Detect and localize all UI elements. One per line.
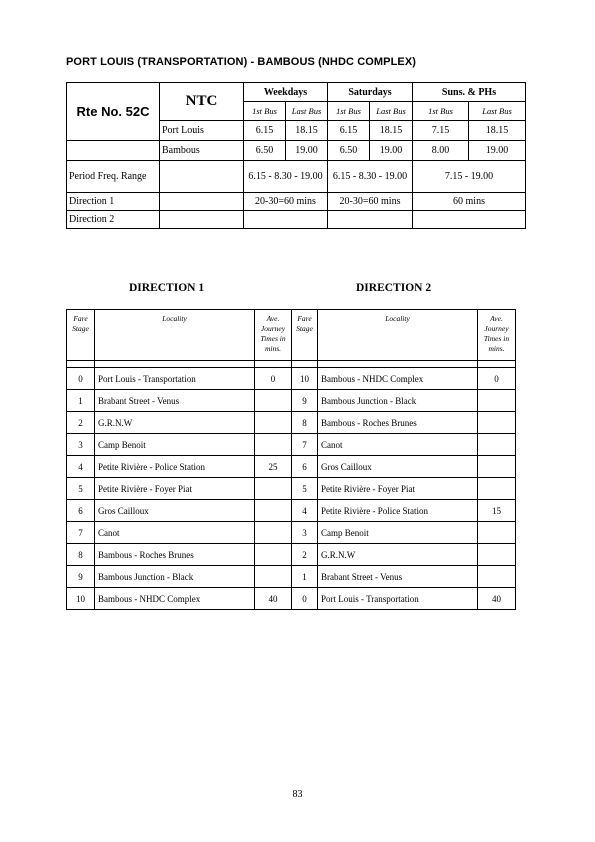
period-sundays: 7.15 - 19.00 (413, 161, 526, 193)
d2-locality: Camp Benoit (318, 522, 478, 544)
d2-locality: G.R.N.W (318, 544, 478, 566)
d1-locality: Bambous Junction - Black (95, 566, 255, 588)
locality-header: Locality (318, 310, 478, 361)
d1-locality: Bambous - NHDC Complex (95, 588, 255, 610)
d2-journey-time: 40 (478, 588, 516, 610)
locality-header: Locality (95, 310, 255, 361)
d1-journey-time (255, 566, 292, 588)
page-number: 83 (292, 789, 303, 800)
d1-fare-stage: 3 (67, 434, 95, 456)
first-bus-label: 1st Bus (413, 102, 469, 121)
period-saturdays: 6.15 - 8.30 - 19.00 (328, 161, 413, 193)
group-saturdays: Saturdays (328, 83, 413, 102)
empty-cell (160, 193, 244, 211)
fare-stage-header: Fare Stage (292, 310, 318, 361)
page-title: PORT LOUIS (TRANSPORTATION) - BAMBOUS (NHDC COMPLEX) (66, 56, 417, 68)
d1-fare-stage: 2 (67, 412, 95, 434)
first-bus-label: 1st Bus (328, 102, 370, 121)
table-row (67, 434, 516, 456)
direction1-label: Direction 1 (67, 193, 160, 211)
d2-fare-stage: 0 (292, 588, 318, 610)
table-row (67, 390, 516, 412)
table-row (67, 412, 516, 434)
empty-cell (244, 211, 328, 229)
table-row (67, 500, 516, 522)
d2-journey-time (478, 522, 516, 544)
d2-locality: Petite Rivière - Police Station (318, 500, 478, 522)
d2-locality: Canot (318, 434, 478, 456)
d1-locality: Brabant Street - Venus (95, 390, 255, 412)
d1-locality: Canot (95, 522, 255, 544)
d1-fare-stage: 7 (67, 522, 95, 544)
d1-fare-stage: 1 (67, 390, 95, 412)
place-bambous: Bambous (160, 141, 244, 161)
route-number: Rte No. 52C (67, 83, 160, 141)
empty-cell (160, 161, 244, 193)
d2-fare-stage: 10 (292, 368, 318, 390)
d2-fare-stage: 6 (292, 456, 318, 478)
time-cell: 18.15 (469, 121, 526, 141)
direction1-sundays: 60 mins (413, 193, 526, 211)
d2-locality: Bambous Junction - Black (318, 390, 478, 412)
first-bus-label: 1st Bus (244, 102, 286, 121)
direction1-weekdays: 20-30=60 mins (244, 193, 328, 211)
journey-time-header: Ave. Journey Times in mins. (478, 310, 516, 361)
direction1-heading: DIRECTION 1 (129, 282, 205, 294)
d1-fare-stage: 5 (67, 478, 95, 500)
period-weekdays: 6.15 - 8.30 - 19.00 (244, 161, 328, 193)
d1-journey-time (255, 478, 292, 500)
route-summary-table (66, 82, 526, 229)
d1-fare-stage: 9 (67, 566, 95, 588)
d1-journey-time (255, 522, 292, 544)
d2-journey-time (478, 566, 516, 588)
time-cell: 6.15 (244, 121, 286, 141)
time-cell: 7.15 (413, 121, 469, 141)
empty-cell (160, 211, 244, 229)
d1-journey-time (255, 434, 292, 456)
d2-fare-stage: 1 (292, 566, 318, 588)
d2-locality: Brabant Street - Venus (318, 566, 478, 588)
d2-journey-time (478, 434, 516, 456)
time-cell: 6.15 (328, 121, 370, 141)
d2-fare-stage: 7 (292, 434, 318, 456)
d2-locality: Bambous - NHDC Complex (318, 368, 478, 390)
direction2-label: Direction 2 (67, 211, 160, 229)
time-cell: 18.15 (286, 121, 328, 141)
table-row (67, 522, 516, 544)
last-bus-label: Last Bus (370, 102, 413, 121)
table-row (67, 588, 516, 610)
d2-fare-stage: 8 (292, 412, 318, 434)
d1-journey-time (255, 500, 292, 522)
table-row (67, 544, 516, 566)
d2-journey-time (478, 544, 516, 566)
d2-locality: Gros Cailloux (318, 456, 478, 478)
direction2-heading: DIRECTION 2 (356, 282, 432, 294)
d2-locality: Petite Rivière - Foyer Piat (318, 478, 478, 500)
direction1-saturdays: 20-30=60 mins (328, 193, 413, 211)
group-weekdays: Weekdays (244, 83, 328, 102)
d2-fare-stage: 5 (292, 478, 318, 500)
d1-locality: Petite Rivière - Foyer Piat (95, 478, 255, 500)
empty-cell (67, 141, 160, 161)
d1-locality: Petite Rivière - Police Station (95, 456, 255, 478)
place-port-louis: Port Louis (160, 121, 244, 141)
time-cell: 8.00 (413, 141, 469, 161)
d2-fare-stage: 4 (292, 500, 318, 522)
time-cell: 18.15 (370, 121, 413, 141)
table-row (67, 368, 516, 390)
d1-locality: Bambous - Roches Brunes (95, 544, 255, 566)
fare-stage-header: Fare Stage (67, 310, 95, 361)
d1-journey-time (255, 390, 292, 412)
time-cell: 6.50 (244, 141, 286, 161)
d1-fare-stage: 6 (67, 500, 95, 522)
d2-locality: Port Louis - Transportation (318, 588, 478, 610)
table-row (67, 456, 516, 478)
d2-fare-stage: 2 (292, 544, 318, 566)
last-bus-label: Last Bus (469, 102, 526, 121)
table-row (67, 478, 516, 500)
time-cell: 6.50 (328, 141, 370, 161)
d1-fare-stage: 8 (67, 544, 95, 566)
period-freq-label: Period Freq. Range (67, 161, 160, 193)
d1-fare-stage: 0 (67, 368, 95, 390)
table-row (67, 566, 516, 588)
d1-journey-time: 0 (255, 368, 292, 390)
d1-fare-stage: 10 (67, 588, 95, 610)
d2-journey-time (478, 478, 516, 500)
journey-time-header: Ave. Journey Times in mins. (255, 310, 292, 361)
d1-fare-stage: 4 (67, 456, 95, 478)
d1-locality: Port Louis - Transportation (95, 368, 255, 390)
d1-locality: Camp Benoit (95, 434, 255, 456)
d1-journey-time (255, 412, 292, 434)
d1-locality: Gros Cailloux (95, 500, 255, 522)
d2-locality: Bambous - Roches Brunes (318, 412, 478, 434)
last-bus-label: Last Bus (286, 102, 328, 121)
time-cell: 19.00 (286, 141, 328, 161)
time-cell: 19.00 (370, 141, 413, 161)
d2-journey-time (478, 390, 516, 412)
operator-name: NTC (160, 83, 244, 121)
d1-journey-time (255, 544, 292, 566)
d1-journey-time: 25 (255, 456, 292, 478)
d2-journey-time (478, 412, 516, 434)
empty-cell (413, 211, 526, 229)
d2-journey-time: 15 (478, 500, 516, 522)
d1-journey-time: 40 (255, 588, 292, 610)
d2-journey-time: 0 (478, 368, 516, 390)
d1-locality: G.R.N.W (95, 412, 255, 434)
fare-stage-table (66, 309, 516, 610)
group-sundays: Suns. & PHs (413, 83, 526, 102)
empty-cell (328, 211, 413, 229)
d2-fare-stage: 9 (292, 390, 318, 412)
time-cell: 19.00 (469, 141, 526, 161)
d2-journey-time (478, 456, 516, 478)
d2-fare-stage: 3 (292, 522, 318, 544)
